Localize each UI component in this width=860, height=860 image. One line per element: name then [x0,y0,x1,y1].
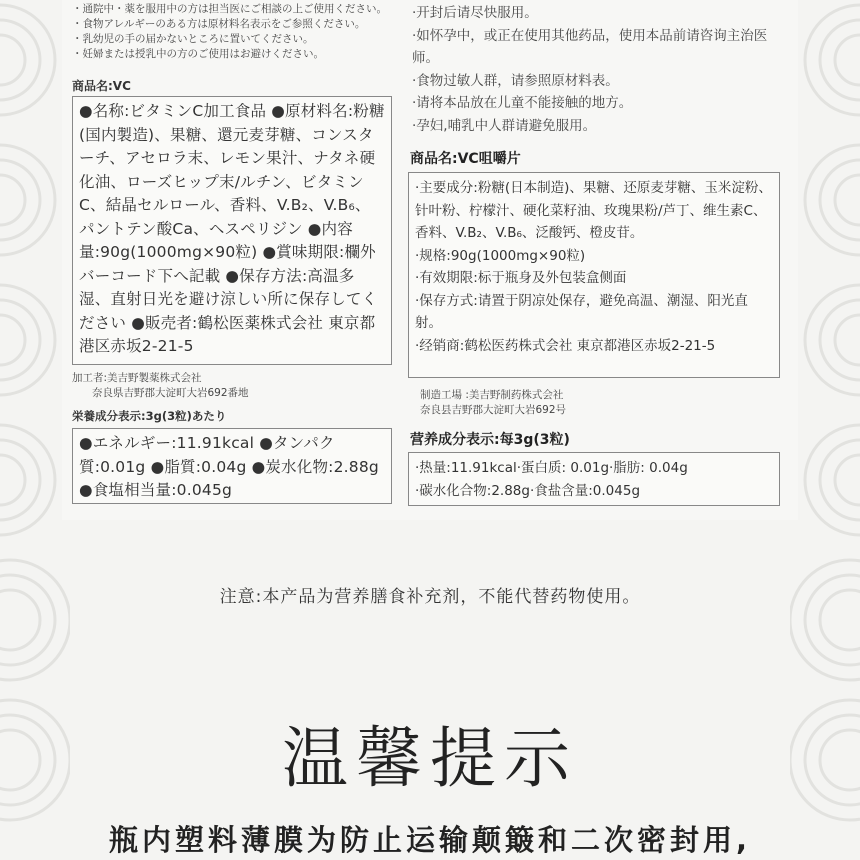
product-name-heading: 商品名:VC [72,79,131,93]
ingredient-line: ·经销商:鹤松医药株式会社 東京都港区赤坂2-21-5 [415,337,716,354]
ingredient-line: ·有效期限:标于瓶身及外包装盒侧面 [415,270,627,286]
factory-address: 奈良县吉野郡大淀町大岩692号 [420,404,567,416]
nutrition-box [72,428,392,504]
warning-item: ・乳幼児の手の届かないところに置いてください。 [72,33,314,45]
ingredients-text: ●名称:ビタミンC加工食品 ●原材料名:粉糖(国内製造)、果糖、還元麦芽糖、コンスターチ、アセロラ末、レモン果汁、ナタネ硬化油、ローズヒップ末/ルチン、ビタミンC、結晶セルロール、香料、V.B₂、V.B₆、パントテン酸Ca、ヘスペリジン ●内容量:90g(1000mg×90粒) ●賞味期限:欄外バーコード下へ記載 ●保存方法:高温多湿、直射日光を避け涼しい所に保存してください ●販売者:鶴松医薬株式会社 東京都港区赤坂2-21-5 [79,102,385,355]
manufacturer-address: 奈良県吉野郡大淀町大岩692番地 [92,387,249,399]
note-item: ·请将本品放在儿童不能接触的地方。 [412,95,633,111]
nutrition-heading: 营养成分表示:每3g(3粒) [410,432,570,448]
ingredient-line: ·规格:90g(1000mg×90粒) [415,247,586,264]
factory-label: 制造工場 :美吉野制药株式会社 [420,389,564,401]
note-item: ·孕妇,哺乳中人群请避免服用。 [412,117,597,134]
ingredients-box [408,172,780,378]
warning-item: ・妊婦または授乳中の方のご使用はお避けください。 [72,48,324,60]
warning-item: ・食物アレルギーのある方は原材料名表示をご参照ください。 [72,18,366,30]
note-item: ·开封后请尽快服用。 [412,5,538,21]
manufacturer-label: 加工者:美吉野製薬株式会社 [72,372,202,384]
ingredient-line: ·主要成分:粉糖(日本制造)、果糖、还原麦芽糖、玉米淀粉、针叶粉、柠檬汁、硬化菜籽油、玫瑰果粉/芦丁、维生素C、香料、V.B₂、V.B₆、泛酸钙、橙皮苷。 [415,180,772,241]
supplement-notice: 注意:本产品为营养膳食补充剂，不能代替药物使用。 [219,587,641,607]
nutrition-line: ·热量:11.91kcal·蛋白质: 0.01g·脂肪: 0.04g [415,460,688,476]
nutrition-line: ·碳水化合物:2.88g·食盐含量:0.045g [415,482,641,499]
warning-item: ・通院中・薬を服用中の方は担当医にご相談の上ご使用ください。 [72,3,387,15]
notes-list [412,2,780,137]
reminder-title: 温馨提示 [282,720,578,797]
reminder-subtitle: 瓶内塑料薄膜为防止运输颠簸和二次密封用, [108,823,752,857]
note-item: ·如怀孕中，或正在使用其他药品，使用本品前请咨询主治医师。 [412,27,768,66]
ingredient-line: ·保存方式:请置于阴凉处保存，避免高温、潮湿、阳光直射。 [415,292,748,331]
nutrition-text: ●エネルギー:11.91kcal ●タンパク質:0.01g ●脂質:0.04g ●炭水化物:2.88g ●食塩相当量:0.045g [79,434,379,499]
product-name-heading: 商品名:VC咀嚼片 [410,151,521,167]
ingredients-box [72,96,392,365]
nutrition-box [408,452,780,506]
nutrition-heading: 栄養成分表示:3g(3粒)あたり [72,409,227,423]
note-item: ·食物过敏人群，请参照原材料表。 [412,72,619,89]
warning-list [72,2,402,62]
